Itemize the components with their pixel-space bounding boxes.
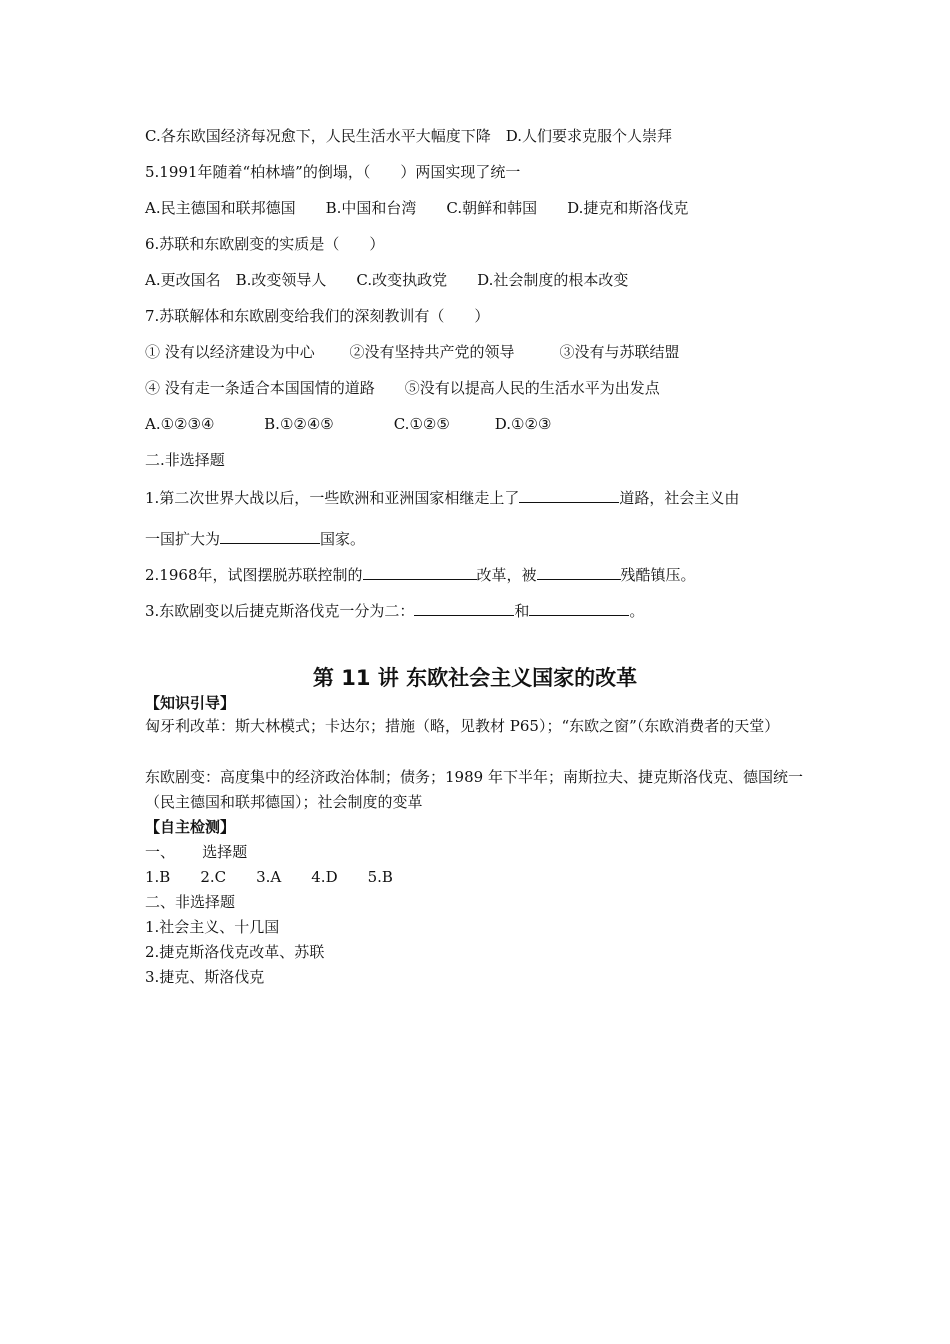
- fill-question-3-text-a: 3.东欧剧变以后捷克斯洛伐克一分为二：: [145, 602, 415, 620]
- question-6-options: A.更改国名 B.改变领导人 C.改变执政党 D.社会制度的根本改变: [145, 271, 629, 289]
- question-5-options: A.民主德国和联邦德国 B.中国和台湾 C.朝鲜和韩国 D.捷克和斯洛伐克: [145, 199, 689, 217]
- option-line-c-d: C.各东欧国经济每况愈下，人民生活水平大幅度下降 D.人们要求克服个人崇拜: [145, 127, 672, 145]
- answer-blank[interactable]: [519, 486, 619, 503]
- self-check-heading: 【自主检测】: [145, 818, 236, 836]
- question-7-items-1: ① 没有以经济建设为中心 ②没有坚持共产党的领导 ③没有与苏联结盟: [145, 343, 680, 361]
- question-5: 5.1991年随着“柏林墙”的倒塌，（ ）两国实现了统一: [145, 163, 521, 181]
- answer-section-non-choice: 二、非选择题: [145, 893, 236, 911]
- fill-question-1-text-c: 一国扩大为: [145, 530, 221, 548]
- question-6: 6.苏联和东欧剧变的实质是（ ）: [145, 235, 385, 253]
- fill-question-1-text-d: 国家。: [320, 530, 366, 548]
- answer-blank[interactable]: [414, 599, 514, 616]
- knowledge-guide-heading: 【知识引导】: [145, 694, 236, 712]
- fill-question-1-text-a: 1.第二次世界大战以后，一些欧洲和亚洲国家相继走上了: [145, 489, 520, 507]
- fill-question-2-text-a: 2.1968年，试图摆脱苏联控制的: [145, 566, 363, 584]
- fill-question-2: [145, 563, 696, 585]
- answer-1: 1.社会主义、十几国: [145, 918, 280, 936]
- lesson-title: 第 11 讲 东欧社会主义国家的改革: [312, 666, 638, 690]
- section-heading-non-choice: 二.非选择题: [145, 451, 225, 469]
- answer-blank[interactable]: [363, 563, 477, 580]
- question-7: 7.苏联解体和东欧剧变给我们的深刻教训有（ ）: [145, 307, 490, 325]
- answer-2: 2.捷克斯洛伐克改革、苏联: [145, 943, 325, 961]
- answer-3: 3.捷克、斯洛伐克: [145, 968, 265, 986]
- fill-question-3: [145, 599, 644, 621]
- answer-section-choice: 一、 选择题: [145, 843, 248, 861]
- answer-blank[interactable]: [220, 527, 320, 544]
- question-7-items-2: ④ 没有走一条适合本国国情的道路 ⑤没有以提高人民的生活水平为出发点: [145, 379, 660, 397]
- fill-question-3-text-c: 。: [629, 602, 645, 620]
- fill-question-1-text-b: 道路，社会主义由: [619, 489, 740, 507]
- knowledge-guide-hungary: 匈牙利改革：斯大林模式；卡达尔；措施（略，见教材 P65）；“东欧之窗”（东欧消费者的天堂）: [145, 717, 780, 735]
- fill-question-2-text-c: 残酷镇压。: [620, 566, 696, 584]
- knowledge-guide-eastern-europe: 东欧剧变：高度集中的经济政治体制；债务；1989 年下半年；南斯拉夫、捷克斯洛伐克、德国统一（民主德国和联邦德国）；社会制度的变革: [145, 768, 803, 811]
- question-7-options: A.①②③④ B.①②④⑤ C.①②⑤ D.①②③: [145, 415, 552, 433]
- answer-choice-keys: 1.B 2.C 3.A 4.D 5.B: [145, 868, 393, 886]
- fill-question-2-text-b: 改革，被: [476, 566, 537, 584]
- fill-question-1-line-1: [145, 486, 739, 508]
- answer-blank[interactable]: [537, 563, 621, 580]
- fill-question-1-line-2: [145, 527, 365, 549]
- answer-blank[interactable]: [529, 599, 629, 616]
- fill-question-3-text-b: 和: [514, 602, 530, 620]
